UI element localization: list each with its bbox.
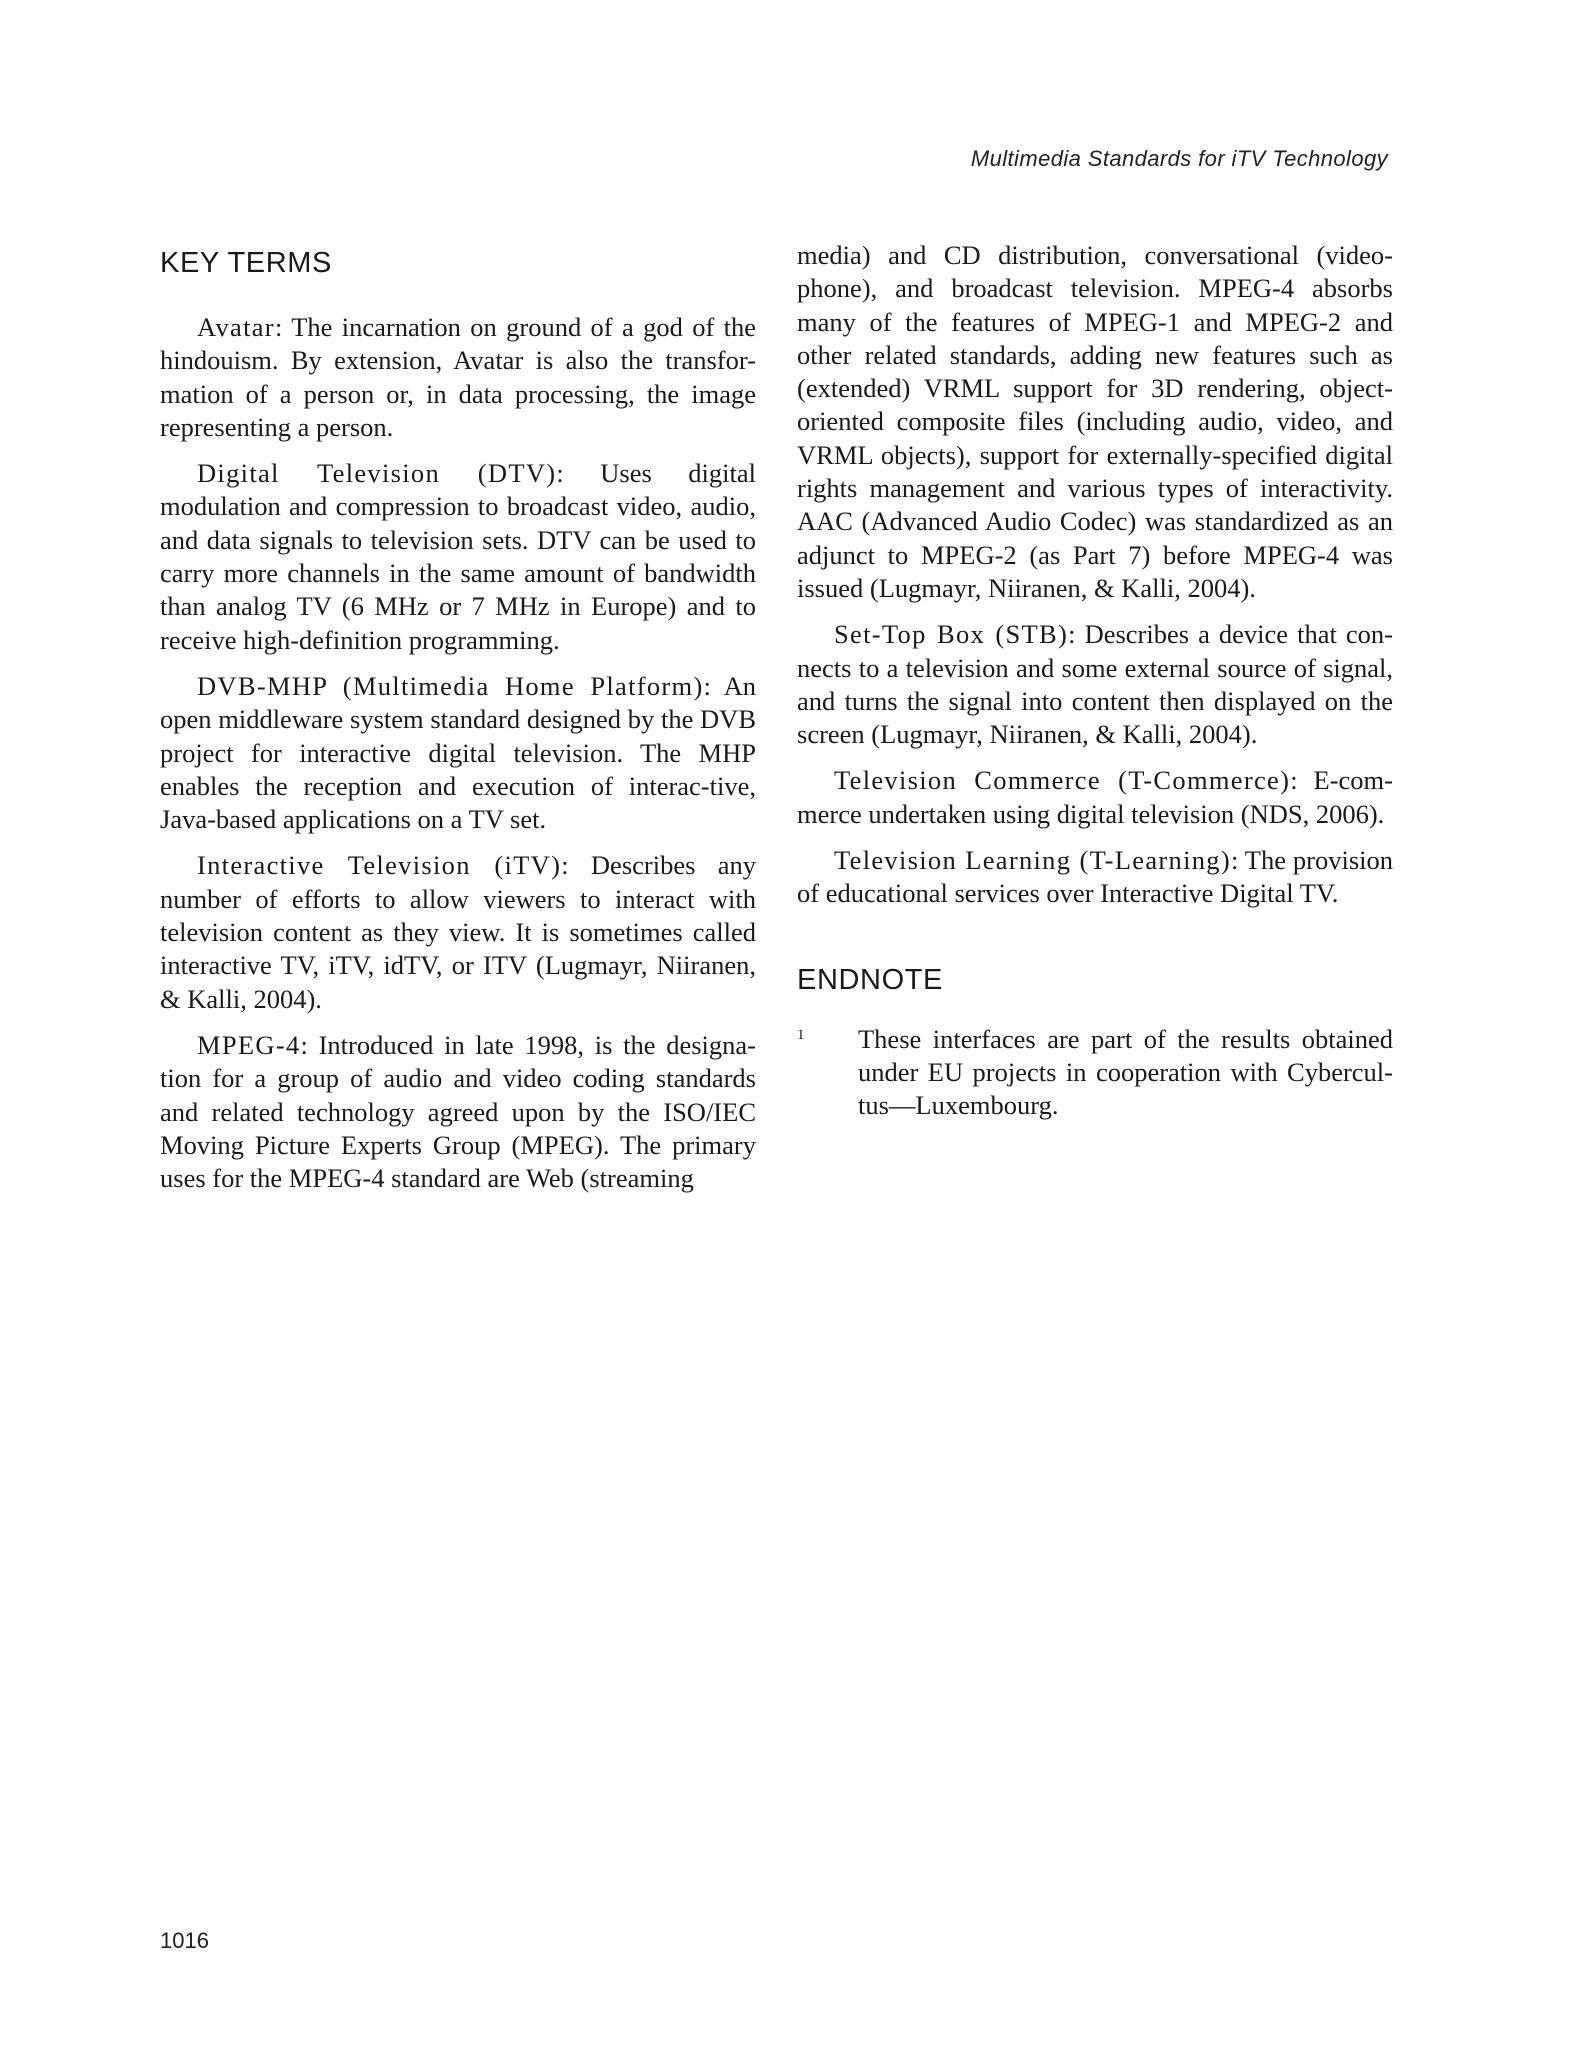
right-column: [797, 239, 1393, 1123]
term-separator: :: [1290, 765, 1314, 796]
term-entry-mpeg4: [160, 1029, 756, 1195]
key-terms-heading: KEY TERMS: [160, 247, 332, 279]
endnote-number: 1: [797, 1026, 805, 1043]
term-name: Television Learning (T-Learning): [834, 845, 1231, 876]
endnote-heading: ENDNOTE: [797, 963, 943, 996]
term-separator: :: [556, 458, 601, 489]
term-definition: Uses digital modulation and compression to broadcast video, audio, and data signals to television sets. DTV can be used to carry more channels in the same amount of bandwidth than analog TV (6 MHz or 7 MHz in Europe) and to receive high-definition programming.: [160, 458, 756, 655]
term-definition: The incarnation on ground of a god of the hindouism. By extension, Avatar is also the transfor-mation of a person or, in data processing, the image representing a person.: [160, 312, 757, 442]
term-definition: Describes any number of efforts to allow viewers to interact with television content as they view. It is sometimes called interactive TV, iTV, idTV, or ITV (Lugmayr, Niiranen, & Kalli, 2004).: [160, 850, 756, 1014]
term-name: MPEG-4: [197, 1029, 301, 1060]
term-definition: The provision of educational services over Interactive Digital TV.: [797, 845, 1394, 909]
term-name: Set-Top Box (STB): [834, 619, 1069, 650]
term-definition: An open middleware system standard designed by the DVB project for interactive digital television. The MHP enables the reception and execution of interac-tive, Java-based applications on a TV set.: [160, 670, 757, 835]
running-header: Multimedia Standards for iTV Technology: [970, 146, 1388, 171]
term-entry-dtv: [160, 457, 756, 657]
term-entry-t-commerce: [797, 764, 1393, 831]
term-entry-avatar: [160, 311, 756, 444]
mpeg4-definition-continued: media) and CD distribution, conversational (video-phone), and broadcast television. MPEG-4 absorbs many of the features of MPEG-1 and MPEG-2 and other related standards, adding new features such as (extended) VRML support for 3D rendering, object-oriented composite files (including audio, video, and VRML objects), support for externally-specified digital rights management and various types of interactivity. AAC (Advanced Audio Codec) was standardized as an adjunct to MPEG-2 (as Part 7) before MPEG-4 was issued (Lugmayr, Niiranen, & Kalli, 2004).: [797, 240, 1393, 603]
left-column: [160, 246, 756, 1208]
term-name: Television Commerce (T-Commerce): [834, 765, 1291, 796]
term-separator: :: [274, 312, 292, 342]
term-name: DVB-MHP (Multimedia Home Platform): [197, 670, 704, 701]
term-definition: E-com-merce undertaken using digital television (NDS, 2006).: [797, 765, 1393, 829]
term-separator: :: [1068, 619, 1085, 650]
term-entry-dvb-mhp: [160, 670, 756, 836]
term-separator: :: [300, 1029, 319, 1060]
term-separator: :: [703, 670, 724, 701]
term-name: Interactive Television (iTV): [197, 850, 562, 881]
endnote-text: These interfaces are part of the results obtained under EU projects in cooperation with Cybercul-tus—Luxembourg.: [858, 1023, 1393, 1121]
term-separator: :: [1230, 845, 1245, 876]
term-definition: Introduced in late 1998, is the designa-tion for a group of audio and video coding standards and related technology agreed upon by the ISO/IEC Moving Picture Experts Group (MPEG). The primary uses for the MPEG-4 standard are Web (streaming: [160, 1029, 756, 1194]
term-name: Avatar: [197, 312, 275, 342]
page-number: 1016: [160, 1928, 209, 1953]
term-entry-itv: [160, 849, 756, 1015]
term-definition: Describes a device that con-nects to a television and some external source of signal, and turns the signal into content then displayed on the screen (Lugmayr, Niiranen, & Kalli, 2004).: [797, 619, 1393, 750]
term-entry-t-learning: [797, 844, 1393, 911]
endnote-item: [797, 1023, 1393, 1123]
term-separator: :: [561, 850, 591, 881]
term-name: Digital Television (DTV): [197, 458, 557, 489]
term-entry-stb: [797, 618, 1393, 751]
